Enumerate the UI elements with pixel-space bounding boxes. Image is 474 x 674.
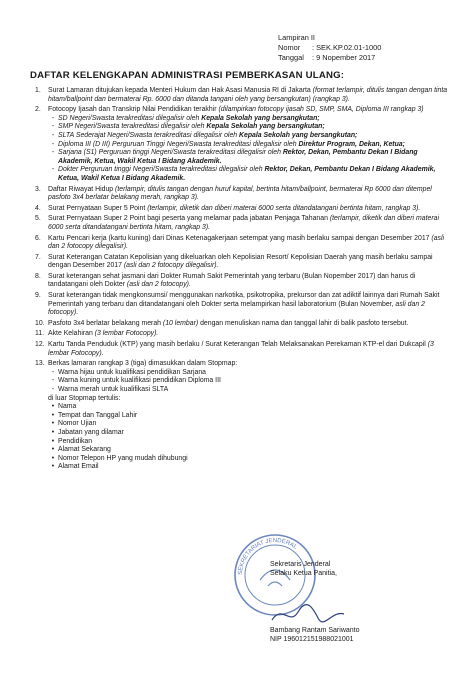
item-number: 2. — [35, 106, 41, 114]
sub-text: SMP Negeri/Swasta terakreditasi dilegalisir oleh — [58, 123, 207, 131]
item-note: (format terlampir, ditulis tangan dengan tinta hitam/ballpoint dan bermaterai Rp. 6000 dan ditanda tangani oleh yang bersangkutan) (rangkap 3). — [48, 87, 448, 103]
sub-item: - Warna merah untuk kualifikasi SLTA — [51, 386, 169, 393]
sub-item: - Diploma III (D III) Perguruan Tinggi Negeri/Swasta terakreditasi dilegalisir oleh Direktur Program, Dekan, Ketua; — [51, 140, 405, 148]
sub-authority: Rektor, Dekan, Pembantu Dekan I Bidang Akademik, Ketua, Wakil Ketua I Bidang Akademik. — [58, 149, 418, 165]
list-item — [35, 273, 453, 290]
bullet-text: Tempat dan Tanggal Lahir — [58, 411, 138, 419]
sub-authority: Kepala Sekolah yang bersangkutan; — [201, 114, 320, 122]
item-number: 1. — [35, 87, 41, 94]
signer-role: Selaku Ketua Panitia, — [270, 570, 337, 577]
stamp-text: SEKRETARIAT JENDERAL — [237, 537, 298, 576]
list-item — [35, 254, 453, 271]
item-text: Kartu Tanda Penduduk (KTP) yang masih berlaku / Surat Keterangan Telah Melaksanakan Perekaman KTP-el dari Dukcapil — [48, 341, 428, 349]
sub-authority: Kepala Sekolah yang bersangkutan; — [239, 131, 358, 139]
sub-item: - SLTA Sederajat Negeri/Swasta terakreditasi dilegalisir oleh Kepala Sekolah yang bersangkutan; — [51, 131, 358, 139]
list-item — [35, 341, 453, 358]
item-text: Surat Lamaran ditujukan kepada Menteri Hukum dan Hak Asasi Manusia RI di Jakarta — [48, 87, 313, 94]
item-text: Fotocopy Ijasah dan Transkrip Nilai Pendidikan terakhir — [48, 106, 219, 114]
item-note: (terlampir, diketik dan diberi materai 6000 serta ditandatangani bertinta hitam, rangkap 3). — [48, 215, 439, 231]
item-number: 5. — [35, 215, 41, 223]
item-text: Berkas lamaran rangkap 3 (tiga) dimasukkan dalam Stopmap: — [48, 360, 238, 368]
bullet-item: • Jabatan yang dilamar — [51, 428, 124, 436]
sub-item: - SD Negeri/Swasta terakreditasi dilegalisir oleh Kepala Sekolah yang bersangkutan; — [51, 114, 320, 122]
item-text: Surat keterangan tidak mengkonsumsi/ menggunakan narkotika, psikotropika, prekursor dan zat adiktif lainnya dari Rumah Sakit Pemerintah yang terbaru dan ditandatangani oleh Dokter serta melampirkan hasil laboratorium (Bulan November, — [48, 292, 440, 308]
nomor-value: : SEK.KP.02.01-1000 — [312, 43, 382, 52]
item-number: 9. — [35, 292, 41, 300]
item-number: 6. — [35, 234, 41, 242]
sub-text: Dokter Perguruan tinggi Negeri/Swasta terakreditasi dilegalisir oleh — [58, 166, 265, 174]
item-note: (asli dan 2 fotocopy dilegalisir). — [48, 234, 445, 251]
item-text: Akte Kelahiran — [48, 330, 95, 338]
sub-text: SLTA Sederajat Negeri/Swasta terakreditasi dilegalisir oleh — [58, 131, 240, 139]
nomor-label: Nomor — [278, 43, 301, 52]
signer-name: Bambang Rantam Sariwanto — [270, 627, 360, 634]
bullet-text: Pendidikan — [58, 437, 93, 445]
signer-title: Sekretaris Jenderal — [270, 561, 331, 568]
item-text: Pasfoto 3x4 berlatar belakang merah — [48, 319, 163, 327]
sub-item: - SMP Negeri/Swasta terakreditasi dilegalisir oleh Kepala Sekolah yang bersangkutan; — [51, 123, 325, 131]
item-note: (asli dan 2 fotocopy dilegalisir). — [123, 262, 219, 270]
stopmap-color: Warna hijau untuk kualifikasi pendidikan Sarjana — [58, 368, 206, 376]
sub-text: Sarjana (S1) Perguruan tinggi Negeri/Swasta terakreditasi dilegalisir oleh — [58, 149, 283, 157]
sub-authority: Direktur Program, Dekan, Ketua; — [298, 140, 405, 148]
list-item — [35, 215, 453, 232]
item-note: (3 lembar Fotocopy). — [48, 341, 434, 357]
list-item — [35, 330, 453, 339]
bullet-item: • Tempat dan Tanggal Lahir — [51, 411, 138, 419]
list-item — [35, 320, 453, 329]
signature-block — [270, 560, 337, 578]
list-item — [35, 87, 453, 104]
signer-identity — [270, 626, 360, 644]
item-number: 13. — [35, 360, 45, 368]
list-item — [35, 292, 453, 318]
sub-item: - Dokter Perguruan tinggi Negeri/Swasta terakreditasi dilegalisir oleh Rektor, Dekan, Pembantu Dekan I Bidang Akademik, Ketua, Wakil Ketua I Bidang Akademik. — [51, 166, 436, 182]
sub-authority: Kepala Sekolah yang bersangkutan; — [206, 123, 325, 131]
item-number: 7. — [35, 253, 41, 261]
item-text: Surat keterangan sehat jasmani dari Dokter Rumah Sakit Pemerintah yang terbaru (Bulan Nopember 2017) dan harus di tandatangani oleh Dokter — [48, 272, 416, 289]
bullet-item: • Nama — [51, 403, 77, 411]
item-text: Surat Pernyataan Super 5 Point — [48, 204, 148, 212]
bullet-text: Alamat Email — [58, 463, 99, 471]
signer-nip: NIP 196012151988021001 — [270, 636, 354, 643]
requirements-list — [35, 87, 453, 474]
item-note: (terlampir, diketik dan diberi materai 6000 serta ditandatangani bertinta hitam, rangkap 3). — [147, 204, 421, 212]
stopmap-color: Warna kuning untuk kualifikasi pendidikan Diploma III — [58, 377, 221, 385]
list-item — [35, 235, 453, 252]
item-number: 10. — [35, 319, 45, 327]
item-text: Daftar Riwayat Hidup — [48, 185, 116, 193]
sub-item: - Warna kuning untuk kualifikasi pendidikan Diploma III — [51, 377, 221, 385]
list-item — [35, 106, 453, 183]
item-number: 8. — [35, 272, 41, 280]
item-number: 3. — [35, 185, 41, 193]
item-text: Surat Keterangan Catatan Kepolisian yang dikeluarkan oleh Kepolisian Resort/ Kepolisian Daerah yang masih berlaku sampai dengan Desember 2017 — [48, 253, 433, 270]
stopmap-color: Warna merah untuk kualifikasi SLTA — [58, 386, 169, 393]
bullet-item: • Alamat Sekarang — [51, 446, 111, 454]
bullet-item: • Nomor Telepon HP yang mudah dihubungi — [51, 454, 188, 462]
list-item — [35, 205, 453, 214]
handwritten-signature-icon — [268, 600, 348, 628]
bullet-text: Alamat Sekarang — [58, 446, 111, 454]
item-note: (10 lembar) — [162, 319, 199, 327]
item-note: (terlampir, ditulis tangan dengan huruf kapital, bertinta hitam/ballpoint, bermaterai Rp 6000 dan ditempel pasfoto 3x4 berlatar belakang merah, rangkap 3). — [48, 185, 432, 202]
item-note: (3 lembar Fotocopy). — [94, 330, 159, 338]
sub-item: - Warna hijau untuk kualifikasi pendidikan Sarjana — [51, 368, 206, 376]
bullet-text: Nomor Ujian — [58, 420, 97, 428]
lampiran-block — [278, 33, 381, 63]
bullet-text: Nama — [58, 403, 77, 411]
sub-authority: Rektor, Dekan, Pembantu Dekan I Bidang Akademik, Ketua, Wakil Ketua I Bidang Akademik. — [58, 166, 436, 182]
item-number: 11. — [35, 330, 45, 338]
stopmap-label: di luar Stopmap tertulis: — [48, 394, 121, 402]
list-item — [35, 360, 453, 472]
sub-text: Diploma III (D III) Perguruan Tinggi Negeri/Swasta terakreditasi dilegalisir oleh — [58, 140, 299, 148]
list-item — [35, 186, 453, 203]
bullet-text: Nomor Telepon HP yang mudah dihubungi — [58, 454, 188, 462]
document-title: DAFTAR KELENGKAPAN ADMINISTRASI PEMBERKASAN ULANG: — [30, 70, 345, 81]
item-number: 4. — [35, 204, 41, 212]
item-number: 12. — [35, 341, 45, 349]
bullet-item: • Pendidikan — [51, 437, 93, 445]
item-note: (asli dan 2 fotocopy). — [126, 281, 191, 289]
item-text: Surat Pernyataan Super 2 Point bagi peserta yang melamar pada jabatan Penjaga Tahanan — [48, 215, 330, 223]
lampiran-label: Lampiran II — [278, 33, 315, 42]
bullet-item: • Nomor Ujian — [51, 420, 97, 428]
item-text-cont: dengan menuliskan nama dan tanggal lahir di balik pasfoto tersebut. — [198, 319, 409, 327]
sub-text: SD Negeri/Swasta terakreditasi dilegalisir oleh — [58, 114, 202, 122]
item-note: (dilampirkan fotocopy ijasah SD, SMP, SMA, Diploma III rangkap 3) — [218, 106, 424, 114]
tanggal-label: Tanggal — [278, 53, 304, 62]
item-text: Kartu Pencari kerja (kartu kuning) dari Dinas Ketenagakerjaan setempat yang masih berlaku sampai dengan Desember 2017 — [48, 234, 432, 242]
tanggal-value: : 9 Nopember 2017 — [312, 53, 376, 62]
bullet-item: • Alamat Email — [51, 463, 99, 471]
bullet-text: Jabatan yang dilamar — [58, 428, 124, 436]
item-note: asli dan 2 fotocopy). — [48, 300, 425, 317]
sub-item: - Sarjana (S1) Perguruan tinggi Negeri/Swasta terakreditasi dilegalisir oleh Rektor, Dekan, Pembantu Dekan I Bidang Akademik, Ketua, Wakil Ketua I Bidang Akademik. — [51, 149, 418, 165]
